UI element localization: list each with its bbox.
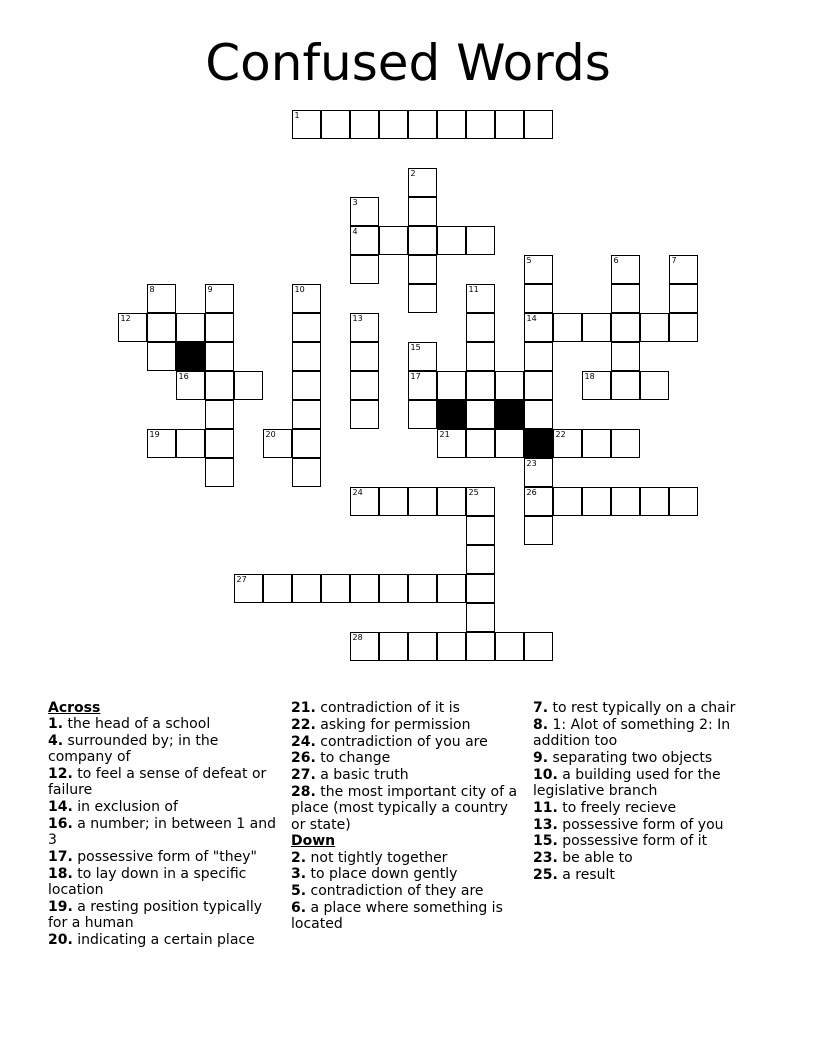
- grid-cell[interactable]: [466, 400, 495, 429]
- clue-number: 2.: [291, 849, 307, 866]
- cell-number: 21: [439, 430, 450, 439]
- clue-number: 18.: [48, 865, 73, 882]
- grid-cell[interactable]: [640, 487, 669, 516]
- grid-cell[interactable]: [350, 487, 379, 516]
- grid-cell[interactable]: [292, 458, 321, 487]
- black-square: [495, 400, 524, 429]
- across-clue-list: [48, 716, 283, 948]
- clue-number: 24.: [291, 733, 316, 750]
- grid-cell[interactable]: [350, 400, 379, 429]
- grid-cell[interactable]: [553, 487, 582, 516]
- clue-text: a result: [562, 866, 615, 883]
- grid-cell[interactable]: [408, 255, 437, 284]
- grid-cell[interactable]: [466, 545, 495, 574]
- cell-number: 14: [526, 314, 537, 323]
- across-clue: [291, 717, 526, 733]
- clue-number: 22.: [291, 716, 316, 733]
- cell-number: 18: [584, 372, 595, 381]
- clue-number: 4.: [48, 733, 64, 750]
- grid-cell[interactable]: [611, 371, 640, 400]
- clue-text: possessive form of you: [562, 816, 724, 833]
- grid-cell[interactable]: [147, 342, 176, 371]
- grid-cell[interactable]: [524, 400, 553, 429]
- clue-text: indicating a certain place: [77, 932, 255, 949]
- grid-cell[interactable]: [350, 110, 379, 139]
- across-clue: [48, 733, 283, 766]
- grid-cell[interactable]: [582, 429, 611, 458]
- clue-text: 1: Alot of something 2: In addition too: [533, 716, 731, 750]
- cell-number: 27: [236, 575, 247, 584]
- cell-number: 8: [149, 285, 155, 294]
- down-header: Down: [291, 833, 336, 850]
- grid-cell[interactable]: [437, 487, 466, 516]
- clue-number: 12.: [48, 766, 73, 783]
- grid-cell[interactable]: [466, 371, 495, 400]
- grid-cell[interactable]: [466, 342, 495, 371]
- clue-number: 21.: [291, 700, 316, 716]
- grid-cell[interactable]: [582, 487, 611, 516]
- clue-text: asking for permission: [320, 716, 471, 733]
- clue-text: a basic truth: [320, 767, 409, 784]
- clue-text: possessive form of "they": [77, 849, 257, 866]
- grid-cell[interactable]: [437, 226, 466, 255]
- down-clue: [291, 866, 526, 882]
- grid-cell[interactable]: [466, 313, 495, 342]
- cell-number: 2: [410, 169, 416, 178]
- clue-number: 15.: [533, 833, 558, 850]
- clue-column-1: [48, 700, 283, 949]
- grid-cell[interactable]: [524, 632, 553, 661]
- grid-cell[interactable]: [205, 458, 234, 487]
- clue-text: be able to: [562, 850, 633, 867]
- down-clue: [533, 717, 773, 750]
- grid-cell[interactable]: [611, 487, 640, 516]
- cell-number: 1: [294, 111, 300, 120]
- grid-cell[interactable]: [408, 574, 437, 603]
- grid-cell[interactable]: [147, 313, 176, 342]
- grid-cell[interactable]: [524, 255, 553, 284]
- across-header: Across: [48, 700, 101, 716]
- across-clue: [291, 734, 526, 750]
- grid-cell[interactable]: [408, 632, 437, 661]
- grid-cell[interactable]: [205, 371, 234, 400]
- grid-cell[interactable]: [205, 429, 234, 458]
- grid-cell[interactable]: [437, 632, 466, 661]
- grid-cell[interactable]: [292, 400, 321, 429]
- grid-cell[interactable]: [379, 574, 408, 603]
- down-clue: [533, 767, 773, 800]
- grid-cell[interactable]: [205, 400, 234, 429]
- grid-cell[interactable]: [176, 313, 205, 342]
- grid-cell[interactable]: [234, 371, 263, 400]
- grid-cell[interactable]: [350, 574, 379, 603]
- clue-text: to rest typically on a chair: [552, 700, 736, 716]
- across-clue: [48, 899, 283, 932]
- across-clue-list-continued: [291, 700, 526, 833]
- grid-cell[interactable]: [408, 284, 437, 313]
- grid-cell[interactable]: [553, 429, 582, 458]
- grid-cell[interactable]: [379, 632, 408, 661]
- grid-cell[interactable]: [669, 255, 698, 284]
- cell-number: 15: [410, 343, 421, 352]
- across-clue: [291, 767, 526, 783]
- grid-cell[interactable]: [495, 371, 524, 400]
- grid-cell[interactable]: [611, 284, 640, 313]
- grid-cell[interactable]: [611, 342, 640, 371]
- clue-column-2: [291, 700, 526, 933]
- clue-number: 27.: [291, 767, 316, 784]
- clue-text: contradiction of you are: [320, 733, 488, 750]
- grid-cell[interactable]: [466, 516, 495, 545]
- grid-cell[interactable]: [669, 284, 698, 313]
- grid-cell[interactable]: [582, 313, 611, 342]
- grid-cell[interactable]: [292, 284, 321, 313]
- grid-cell[interactable]: [147, 429, 176, 458]
- grid-cell[interactable]: [292, 313, 321, 342]
- cell-number: 24: [352, 488, 363, 497]
- clue-number: 1.: [48, 716, 64, 733]
- grid-cell[interactable]: [524, 110, 553, 139]
- cell-number: 20: [265, 430, 276, 439]
- cell-number: 25: [468, 488, 479, 497]
- grid-cell[interactable]: [408, 226, 437, 255]
- clue-number: 9.: [533, 749, 549, 766]
- grid-cell[interactable]: [466, 110, 495, 139]
- grid-cell[interactable]: [147, 284, 176, 313]
- clue-number: 16.: [48, 816, 73, 833]
- grid-cell[interactable]: [524, 516, 553, 545]
- grid-cell[interactable]: [408, 168, 437, 197]
- grid-cell[interactable]: [292, 371, 321, 400]
- down-clue: [533, 700, 773, 716]
- black-square: [524, 429, 553, 458]
- cell-number: 13: [352, 314, 363, 323]
- clue-text: possessive form of it: [562, 833, 708, 850]
- down-clue: [533, 850, 773, 866]
- clue-number: 13.: [533, 816, 558, 833]
- clue-number: 11.: [533, 799, 558, 816]
- clue-text: to change: [320, 750, 391, 767]
- grid-cell[interactable]: [408, 110, 437, 139]
- grid-cell[interactable]: [234, 574, 263, 603]
- grid-cell[interactable]: [350, 371, 379, 400]
- grid-cell[interactable]: [350, 313, 379, 342]
- grid-cell[interactable]: [263, 574, 292, 603]
- grid-cell[interactable]: [611, 313, 640, 342]
- grid-cell[interactable]: [118, 313, 147, 342]
- cell-number: 9: [207, 285, 213, 294]
- clue-number: 14.: [48, 799, 73, 816]
- grid-cell[interactable]: [495, 632, 524, 661]
- clue-text: a number; in between 1 and 3: [48, 816, 276, 849]
- clue-number: 10.: [533, 766, 558, 783]
- grid-cell[interactable]: [437, 371, 466, 400]
- across-clue: [291, 784, 526, 833]
- across-clue: [48, 932, 283, 948]
- grid-cell[interactable]: [495, 110, 524, 139]
- grid-cell[interactable]: [176, 371, 205, 400]
- grid-cell[interactable]: [321, 574, 350, 603]
- clue-text: surrounded by; in the company of: [48, 733, 219, 766]
- black-square: [437, 400, 466, 429]
- clue-text: the head of a school: [67, 716, 211, 733]
- down-clue: [533, 800, 773, 816]
- grid-cell[interactable]: [263, 429, 292, 458]
- grid-cell[interactable]: [524, 342, 553, 371]
- grid-cell[interactable]: [437, 110, 466, 139]
- black-square: [176, 342, 205, 371]
- grid-cell[interactable]: [466, 284, 495, 313]
- clue-text: separating two objects: [552, 749, 713, 766]
- clue-number: 7.: [533, 700, 549, 716]
- clue-text: a resting position typically for a human: [48, 899, 263, 932]
- grid-cell[interactable]: [524, 371, 553, 400]
- grid-cell[interactable]: [350, 342, 379, 371]
- grid-cell[interactable]: [176, 429, 205, 458]
- grid-cell[interactable]: [524, 458, 553, 487]
- grid-cell[interactable]: [640, 313, 669, 342]
- down-clue: [533, 867, 773, 883]
- down-clue: [291, 850, 526, 866]
- cell-number: 10: [294, 285, 305, 294]
- cell-number: 26: [526, 488, 537, 497]
- grid-cell[interactable]: [379, 487, 408, 516]
- cell-number: 16: [178, 372, 189, 381]
- clue-number: 23.: [533, 850, 558, 867]
- grid-cell[interactable]: [408, 371, 437, 400]
- down-clue: [533, 833, 773, 849]
- grid-cell[interactable]: [408, 197, 437, 226]
- across-clue: [48, 716, 283, 732]
- grid-cell[interactable]: [379, 110, 408, 139]
- clue-text: the most important city of a place (most typically a country or state): [291, 783, 518, 833]
- grid-cell[interactable]: [292, 342, 321, 371]
- across-clue: [48, 866, 283, 899]
- grid-cell[interactable]: [292, 110, 321, 139]
- clue-column-3: [533, 700, 773, 884]
- grid-cell[interactable]: [466, 226, 495, 255]
- cell-number: 6: [613, 256, 619, 265]
- down-clue: [291, 883, 526, 899]
- grid-cell[interactable]: [466, 632, 495, 661]
- clue-text: contradiction of they are: [310, 883, 484, 900]
- grid-cell[interactable]: [611, 255, 640, 284]
- grid-cell[interactable]: [408, 400, 437, 429]
- cell-number: 28: [352, 633, 363, 642]
- cell-number: 3: [352, 198, 358, 207]
- grid-cell[interactable]: [350, 255, 379, 284]
- across-clue: [48, 849, 283, 865]
- cell-number: 22: [555, 430, 566, 439]
- cell-number: 17: [410, 372, 421, 381]
- grid-cell[interactable]: [495, 429, 524, 458]
- down-clue-list-continued: [533, 700, 773, 883]
- cell-number: 7: [671, 256, 677, 265]
- clue-number: 5.: [291, 883, 307, 900]
- clue-number: 26.: [291, 750, 316, 767]
- grid-cell[interactable]: [350, 226, 379, 255]
- cell-number: 23: [526, 459, 537, 468]
- grid-cell[interactable]: [437, 429, 466, 458]
- clue-text: not tightly together: [310, 849, 448, 866]
- across-clue: [291, 750, 526, 766]
- clue-text: to lay down in a specific location: [48, 865, 247, 899]
- down-clue-list: [291, 850, 526, 933]
- across-clue: [291, 700, 526, 716]
- grid-cell[interactable]: [350, 197, 379, 226]
- clue-text: in exclusion of: [77, 799, 178, 816]
- down-clue: [533, 817, 773, 833]
- grid-cell[interactable]: [408, 342, 437, 371]
- clue-number: 3.: [291, 866, 307, 883]
- clue-number: 17.: [48, 849, 73, 866]
- grid-cell[interactable]: [582, 371, 611, 400]
- grid-cell[interactable]: [437, 574, 466, 603]
- across-clue: [48, 766, 283, 799]
- grid-cell[interactable]: [292, 574, 321, 603]
- grid-cell[interactable]: [350, 632, 379, 661]
- clue-number: 19.: [48, 899, 73, 916]
- grid-cell[interactable]: [205, 284, 234, 313]
- cell-number: 11: [468, 285, 479, 294]
- grid-cell[interactable]: [669, 313, 698, 342]
- cell-number: 19: [149, 430, 160, 439]
- cell-number: 12: [120, 314, 131, 323]
- grid-cell[interactable]: [205, 342, 234, 371]
- clue-text: to feel a sense of defeat or failure: [48, 766, 267, 799]
- clue-text: to place down gently: [310, 866, 458, 883]
- clue-number: 20.: [48, 932, 73, 949]
- grid-cell[interactable]: [466, 429, 495, 458]
- down-clue: [291, 900, 526, 933]
- grid-cell[interactable]: [205, 313, 234, 342]
- down-clue: [533, 750, 773, 766]
- grid-cell[interactable]: [524, 313, 553, 342]
- grid-cell[interactable]: [611, 429, 640, 458]
- grid-cell[interactable]: [408, 487, 437, 516]
- cell-number: 4: [352, 227, 358, 236]
- across-clue: [48, 799, 283, 815]
- grid-cell[interactable]: [524, 284, 553, 313]
- cell-number: 5: [526, 256, 532, 265]
- clue-text: a place where something is located: [291, 900, 503, 933]
- grid-cell[interactable]: [466, 603, 495, 632]
- across-clue: [48, 816, 283, 849]
- grid-cell[interactable]: [379, 226, 408, 255]
- grid-cell[interactable]: [466, 574, 495, 603]
- grid-cell[interactable]: [669, 487, 698, 516]
- clue-number: 6.: [291, 900, 307, 917]
- grid-cell[interactable]: [524, 487, 553, 516]
- puzzle-title: Confused Words: [205, 34, 611, 92]
- grid-cell[interactable]: [640, 371, 669, 400]
- clue-text: contradiction of it is: [320, 700, 460, 716]
- clue-number: 28.: [291, 783, 316, 800]
- clue-number: 8.: [533, 716, 549, 733]
- clue-text: a building used for the legislative branch: [533, 766, 721, 799]
- clue-number: 25.: [533, 866, 558, 883]
- grid-cell[interactable]: [321, 110, 350, 139]
- grid-cell[interactable]: [292, 429, 321, 458]
- grid-cell[interactable]: [553, 313, 582, 342]
- clue-text: to freely recieve: [562, 799, 677, 816]
- grid-cell[interactable]: [466, 487, 495, 516]
